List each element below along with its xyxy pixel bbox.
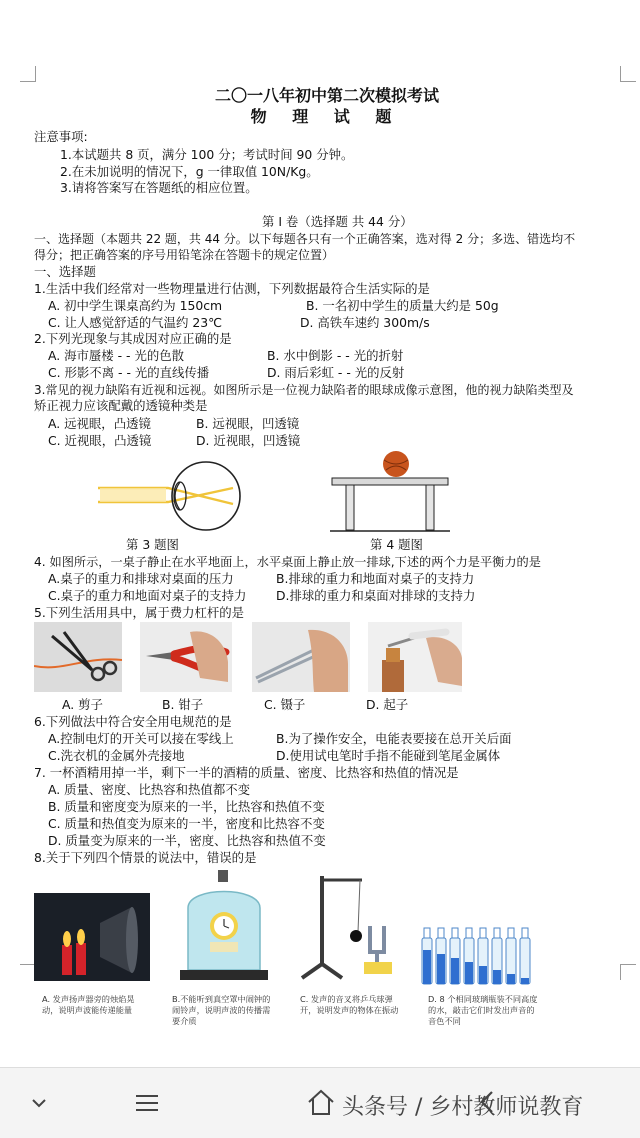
q5-stem: 5.下列生活用具中，属于费力杠杆的是 [34, 605, 245, 620]
note-item: 3.请将答案写在答题纸的相应位置。 [60, 180, 258, 195]
bottles-group [422, 928, 530, 984]
q5-option-b: B. 钳子 [162, 697, 204, 712]
table-ball-diagram [330, 448, 450, 534]
q6-option-a: A.控制电灯的开关可以接在零线上 [48, 731, 234, 746]
water-bottles-image [418, 924, 538, 988]
section-title: 第 I 卷（选择题 共 44 分） [262, 214, 413, 229]
q4-option-c: C.桌子的重力和地面对桌子的支持力 [48, 588, 247, 603]
home-icon[interactable] [306, 1088, 336, 1116]
q1-option-c: C. 让人感觉舒适的气温约 23℃ [48, 315, 223, 330]
bottle-opener-image [368, 622, 462, 692]
q2-option-b: B. 水中倒影 - - 光的折射 [267, 348, 404, 363]
q7-option-a: A. 质量、密度、比热容和热值都不变 [48, 782, 250, 797]
tuning-fork-pingpong-image [292, 866, 402, 984]
crop-mark-top-left [20, 66, 36, 82]
q3-option-a: A. 远视眼，凸透镜 [48, 416, 151, 431]
q4-stem: 4. 如图所示，一桌子静止在水平地面上，水平桌面上静止放一排球,下述的两个力是平衡力的是 [34, 555, 541, 569]
q1-stem: 1.生活中我们经常对一些物理量进行估测，下列数据最符合生活实际的是 [34, 281, 430, 296]
q6-option-b: B.为了操作安全，电能表要接在总开关后面 [276, 731, 512, 746]
q8-caption-b: B.不能听到真空罩中闹钟的闹铃声，说明声波的传播需要介质 [172, 994, 271, 1026]
scissors-image [34, 622, 122, 692]
q3-stem-line: 3.常见的视力缺陷有近视和远视。如图所示是一位视力缺陷者的眼球成像示意图，他的视力缺陷类型及 [34, 383, 574, 397]
fig4-caption: 第 4 题图 [370, 537, 423, 552]
crop-mark-top-right [620, 66, 636, 82]
note-item: 2.在未加说明的情况下，g 一律取值 10N/Kg。 [60, 164, 319, 179]
q5-option-c: C. 镊子 [264, 697, 306, 712]
fig3-caption: 第 3 题图 [126, 537, 179, 552]
q5-option-a: A. 剪子 [62, 697, 103, 712]
exam-subtitle: 物 理 试 题 [250, 107, 402, 126]
q5-option-d: D. 起子 [366, 697, 409, 712]
chevron-down-icon[interactable] [30, 1096, 48, 1110]
speaker-candle-image [34, 893, 150, 981]
q3-option-d: D. 近视眼，凹透镜 [196, 433, 301, 448]
q1-option-d: D. 高铁车速约 300m/s [300, 315, 430, 330]
q3-option-c: C. 近视眼，凸透镜 [48, 433, 152, 448]
eye-diagram [98, 458, 248, 538]
q6-stem: 6.下列做法中符合安全用电规范的是 [34, 714, 232, 729]
q3-stem-line: 矫正视力应该配戴的透镜种类是 [34, 398, 208, 413]
tweezers-image [252, 622, 350, 692]
q7-option-b: B. 质量和密度变为原来的一半，比热容和热值不变 [48, 799, 325, 814]
watermark-text: 头条号 / 乡村教师说教育 [342, 1095, 584, 1120]
q8-caption-d: D. 8 个相同玻璃瓶装不同高度的水，敲击它们时发出声音的音色不同 [428, 994, 538, 1026]
bottom-toolbar [0, 1067, 640, 1138]
q8-stem: 8.关于下列四个情景的说法中，错误的是 [34, 850, 257, 865]
crop-mark-bottom-right [620, 964, 636, 980]
q2-option-c: C. 形影不离 - - 光的直线传播 [48, 365, 210, 380]
q2-option-a: A. 海市蜃楼 - - 光的色散 [48, 348, 185, 363]
q2-stem: 2.下列光现象与其成因对应正确的是 [34, 331, 232, 346]
section-intro-line: 一、选择题（本题共 22 题，共 44 分。以下每题各只有一个正确答案，选对得 2 分；多选、错选均不 [34, 232, 576, 246]
q2-option-d: D. 雨后彩虹 - - 光的反射 [267, 365, 405, 380]
q6-option-d: D.使用试电笔时手指不能碰到笔尾金属体 [276, 748, 501, 763]
q4-option-a: A.桌子的重力和排球对桌面的压力 [48, 571, 234, 586]
q8-caption-c: C. 发声的音叉将乒乓球弹开，说明发声的物体在振动 [300, 994, 399, 1015]
q7-option-d: D. 质量变为原来的一半，密度、比热容和热值不变 [48, 833, 326, 848]
section-intro-line: 得分；把正确答案的序号用铅笔涂在答题卡的规定位置） [34, 248, 335, 262]
q6-option-c: C.洗衣机的金属外壳接地 [48, 748, 185, 763]
note-item: 1.本试题共 8 页，满分 100 分；考试时间 90 分钟。 [60, 147, 354, 162]
section-intro-line: 一、选择题 [34, 264, 96, 279]
exam-title: 二〇一八年初中第二次模拟考试 [214, 86, 439, 105]
q3-option-b: B. 远视眼，凹透镜 [196, 416, 300, 431]
q8-caption-a: A. 发声扬声器旁的烛焰晃动，说明声波能传递能量 [42, 994, 135, 1015]
q4-option-b: B.排球的重力和地面对桌子的支持力 [276, 571, 475, 586]
notes-heading: 注意事项: [34, 129, 88, 144]
pliers-image [140, 622, 232, 692]
q1-option-b: B. 一名初中学生的质量大约是 50g [306, 298, 499, 313]
bell-jar-clock-image [174, 868, 274, 986]
q7-stem: 7. 一杯酒精用掉一半，剩下一半的酒精的质量、密度、比热容和热值的情况是 [34, 765, 459, 780]
q1-option-a: A. 初中学生课桌高约为 150cm [48, 298, 223, 313]
menu-icon[interactable] [134, 1093, 160, 1113]
q7-option-c: C. 质量和热值变为原来的一半，密度和比热容不变 [48, 816, 325, 831]
q4-option-d: D.排球的重力和桌面对排球的支持力 [276, 588, 476, 603]
